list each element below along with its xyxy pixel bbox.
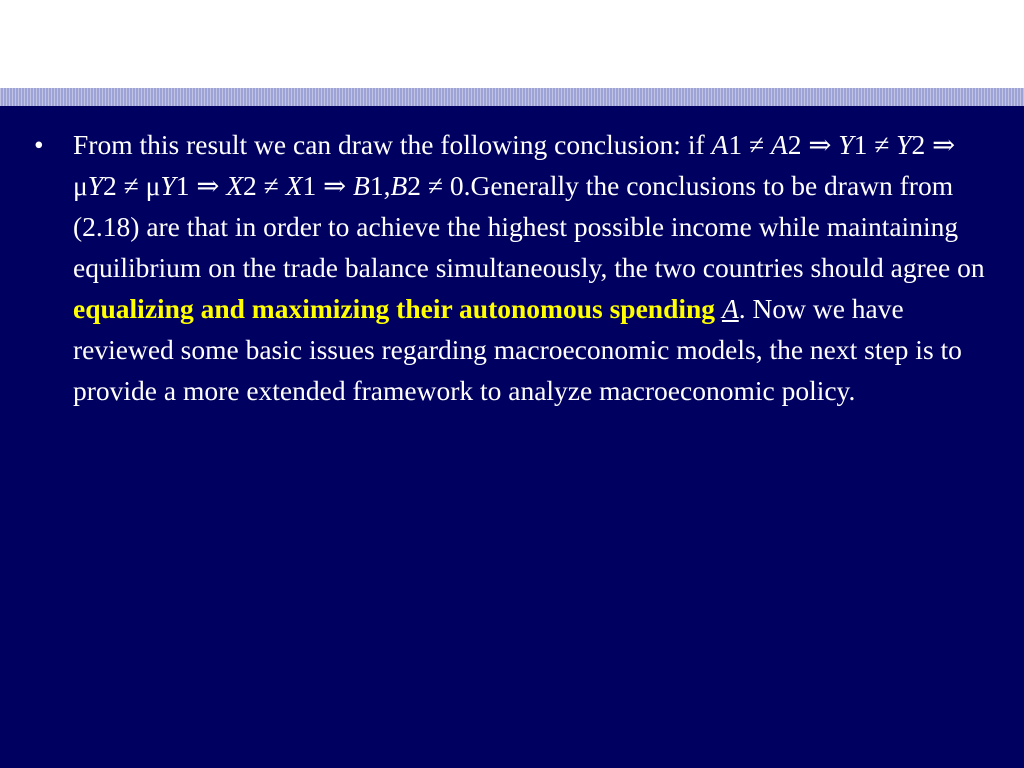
bullet-paragraph (73, 124, 1004, 411)
text-run: 2 ⇒ μ (73, 129, 956, 201)
math-variable: Y (838, 129, 854, 160)
math-variable: Y (87, 170, 104, 201)
text-run: From this result we can draw the following conclusion: if (73, 129, 712, 160)
highlighted-phrase: equalizing and maximizing their autonomous spending (73, 293, 716, 324)
bullet-icon: • (34, 129, 44, 160)
math-variable: B (353, 170, 370, 201)
text-run: . Now we have reviewed some basic issues regarding macroeconomic models, the next step is to provide a more extended framework to analyze macroeconomic policy. (73, 293, 962, 406)
text-run: 1 ≠ (853, 129, 897, 160)
bullet-item (34, 124, 1004, 411)
decorative-stripe (0, 88, 1024, 106)
title-area (0, 0, 1024, 88)
math-variable: Y (160, 170, 176, 201)
text-run: 2 ≠ (243, 170, 286, 201)
text-run: 2 ≠ 0.Generally the conclusions to be drawn from (2.18) are that in order to achieve the highest possible income while maintaining equilibrium on the trade balance simultaneously, the two countries should agree on (73, 170, 985, 283)
math-variable: X (226, 170, 244, 201)
text-run: 1 ≠ (728, 129, 771, 160)
underlined-symbol: A (721, 293, 739, 324)
text-run (715, 293, 722, 324)
math-variable: X (285, 170, 303, 201)
math-variable: B (390, 170, 408, 201)
text-run: 1, (369, 170, 391, 201)
math-variable: Y (896, 129, 912, 160)
text-run: 1 ⇒ (302, 170, 353, 201)
text-run: 2 ≠ μ (103, 170, 161, 201)
math-variable: A (711, 129, 729, 160)
math-variable: A (770, 129, 788, 160)
text-run: 1 ⇒ (175, 170, 227, 201)
text-run: 2 ⇒ (787, 129, 839, 160)
